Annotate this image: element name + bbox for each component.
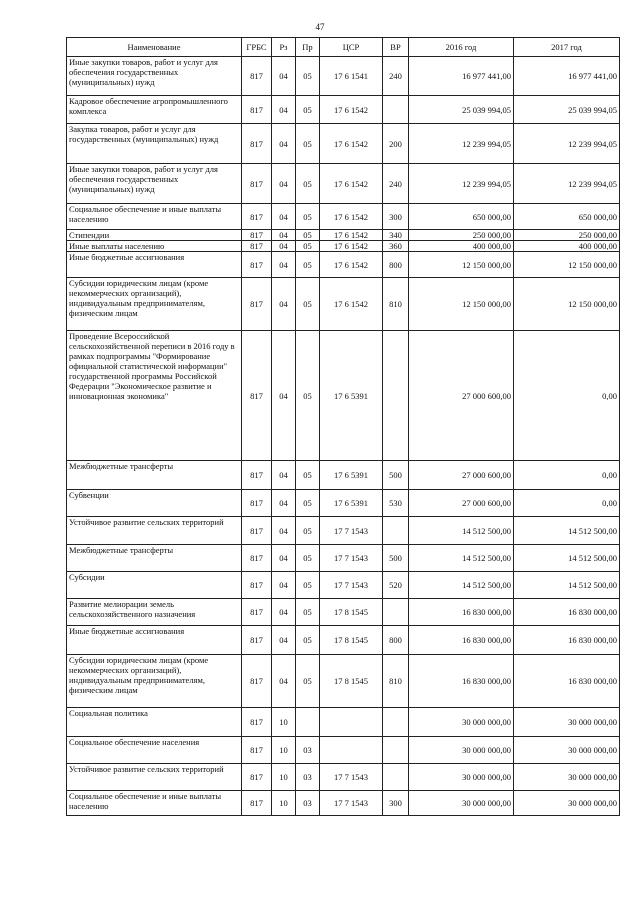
row-amount-2017: 14 512 500,00 — [514, 572, 620, 599]
row-amount-2017: 25 039 994,05 — [514, 96, 620, 124]
row-pr: 05 — [296, 278, 320, 331]
row-amount-2016: 650 000,00 — [409, 204, 514, 230]
row-vr: 300 — [383, 204, 409, 230]
row-amount-2017: 16 830 000,00 — [514, 626, 620, 655]
header-vr: ВР — [383, 38, 409, 57]
row-amount-2016: 12 239 994,05 — [409, 164, 514, 204]
row-rz: 04 — [272, 278, 296, 331]
row-vr — [383, 517, 409, 545]
row-amount-2017: 14 512 500,00 — [514, 545, 620, 572]
row-csr: 17 8 1545 — [320, 626, 383, 655]
row-name: Развитие мелиорации земель сельскохозяйственного назначения — [67, 599, 242, 626]
row-csr: 17 7 1543 — [320, 791, 383, 816]
row-grbs: 817 — [242, 331, 272, 461]
row-name: Устойчивое развитие сельских территорий — [67, 764, 242, 791]
table-row — [67, 791, 620, 816]
table-row — [67, 517, 620, 545]
row-pr: 03 — [296, 764, 320, 791]
row-vr — [383, 737, 409, 764]
row-amount-2017: 12 239 994,05 — [514, 164, 620, 204]
row-name: Иные бюджетные ассигнования — [67, 252, 242, 278]
table-row — [67, 230, 620, 241]
row-vr: 300 — [383, 791, 409, 816]
row-csr: 17 6 5391 — [320, 331, 383, 461]
row-amount-2016: 16 830 000,00 — [409, 655, 514, 708]
table-header-row — [67, 38, 620, 57]
row-grbs: 817 — [242, 96, 272, 124]
row-amount-2016: 27 000 600,00 — [409, 461, 514, 490]
row-name: Кадровое обеспечение агропромышленного комплекса — [67, 96, 242, 124]
row-amount-2016: 14 512 500,00 — [409, 545, 514, 572]
row-csr: 17 6 5391 — [320, 490, 383, 517]
row-amount-2016: 250 000,00 — [409, 230, 514, 241]
row-vr — [383, 96, 409, 124]
row-vr: 810 — [383, 278, 409, 331]
row-amount-2017: 650 000,00 — [514, 204, 620, 230]
row-csr: 17 7 1543 — [320, 545, 383, 572]
table-row — [67, 655, 620, 708]
row-pr: 05 — [296, 517, 320, 545]
row-amount-2017: 0,00 — [514, 461, 620, 490]
row-pr: 05 — [296, 599, 320, 626]
row-name: Устойчивое развитие сельских территорий — [67, 517, 242, 545]
row-csr: 17 6 1542 — [320, 96, 383, 124]
row-rz: 04 — [272, 655, 296, 708]
row-amount-2017: 0,00 — [514, 490, 620, 517]
row-amount-2017: 30 000 000,00 — [514, 764, 620, 791]
row-name: Социальная политика — [67, 708, 242, 737]
row-name: Межбюджетные трансферты — [67, 461, 242, 490]
row-amount-2017: 16 830 000,00 — [514, 655, 620, 708]
row-grbs: 817 — [242, 737, 272, 764]
row-rz: 10 — [272, 764, 296, 791]
header-grbs: ГРБС — [242, 38, 272, 57]
row-grbs: 817 — [242, 626, 272, 655]
row-grbs: 817 — [242, 572, 272, 599]
row-name: Стипендии — [67, 230, 242, 241]
row-grbs: 817 — [242, 517, 272, 545]
row-vr: 520 — [383, 572, 409, 599]
row-amount-2016: 16 830 000,00 — [409, 626, 514, 655]
row-amount-2016: 30 000 000,00 — [409, 764, 514, 791]
row-amount-2016: 14 512 500,00 — [409, 572, 514, 599]
table-row — [67, 764, 620, 791]
row-pr: 05 — [296, 461, 320, 490]
table-row — [67, 278, 620, 331]
row-csr: 17 8 1545 — [320, 599, 383, 626]
row-grbs: 817 — [242, 708, 272, 737]
row-rz: 04 — [272, 124, 296, 164]
row-vr — [383, 331, 409, 461]
row-amount-2017: 16 830 000,00 — [514, 599, 620, 626]
row-name: Закупка товаров, работ и услуг для государственных (муниципальных) нужд — [67, 124, 242, 164]
row-rz: 04 — [272, 164, 296, 204]
row-csr: 17 7 1543 — [320, 517, 383, 545]
row-grbs: 817 — [242, 57, 272, 96]
row-rz: 04 — [272, 461, 296, 490]
row-grbs: 817 — [242, 230, 272, 241]
row-grbs: 817 — [242, 461, 272, 490]
table-row — [67, 461, 620, 490]
header-name: Наименование — [67, 38, 242, 57]
row-amount-2017: 30 000 000,00 — [514, 708, 620, 737]
row-amount-2016: 25 039 994,05 — [409, 96, 514, 124]
row-grbs: 817 — [242, 655, 272, 708]
table-row — [67, 490, 620, 517]
row-rz: 04 — [272, 230, 296, 241]
row-amount-2016: 12 239 994,05 — [409, 124, 514, 164]
row-csr: 17 6 1542 — [320, 204, 383, 230]
header-2016: 2016 год — [409, 38, 514, 57]
row-rz: 10 — [272, 708, 296, 737]
row-amount-2017: 12 150 000,00 — [514, 252, 620, 278]
row-amount-2016: 12 150 000,00 — [409, 278, 514, 331]
row-amount-2016: 27 000 600,00 — [409, 331, 514, 461]
row-rz: 04 — [272, 252, 296, 278]
row-name: Иные бюджетные ассигнования — [67, 626, 242, 655]
row-rz: 04 — [272, 517, 296, 545]
row-pr: 05 — [296, 655, 320, 708]
row-csr: 17 7 1543 — [320, 572, 383, 599]
row-amount-2017: 30 000 000,00 — [514, 737, 620, 764]
row-name: Проведение Всероссийской сельскохозяйственной переписи в 2016 году в рамках подпрограммы "Формирование официальной статистической информации" государственной программы Российской Федерации "Экономическое развитие и инновационная экономика" — [67, 331, 242, 461]
row-grbs: 817 — [242, 241, 272, 252]
row-name: Субвенции — [67, 490, 242, 517]
row-csr: 17 6 1542 — [320, 252, 383, 278]
row-rz: 04 — [272, 241, 296, 252]
row-rz: 04 — [272, 626, 296, 655]
row-csr: 17 6 1542 — [320, 124, 383, 164]
row-rz: 04 — [272, 545, 296, 572]
row-vr: 240 — [383, 164, 409, 204]
row-name: Иные выплаты населению — [67, 241, 242, 252]
table-row — [67, 626, 620, 655]
row-amount-2017: 250 000,00 — [514, 230, 620, 241]
row-grbs: 817 — [242, 164, 272, 204]
table-row — [67, 124, 620, 164]
row-vr: 340 — [383, 230, 409, 241]
row-csr: 17 7 1543 — [320, 764, 383, 791]
row-amount-2017: 30 000 000,00 — [514, 791, 620, 816]
row-csr: 17 6 1542 — [320, 230, 383, 241]
table-row — [67, 252, 620, 278]
row-rz: 04 — [272, 96, 296, 124]
header-rz: Рз — [272, 38, 296, 57]
row-amount-2017: 12 239 994,05 — [514, 124, 620, 164]
row-csr — [320, 737, 383, 764]
row-rz: 04 — [272, 204, 296, 230]
row-amount-2017: 12 150 000,00 — [514, 278, 620, 331]
row-amount-2017: 16 977 441,00 — [514, 57, 620, 96]
row-csr: 17 6 1541 — [320, 57, 383, 96]
row-amount-2016: 14 512 500,00 — [409, 517, 514, 545]
row-pr: 05 — [296, 331, 320, 461]
row-pr: 05 — [296, 96, 320, 124]
table-row — [67, 599, 620, 626]
row-rz: 04 — [272, 572, 296, 599]
row-pr: 05 — [296, 124, 320, 164]
header-2017: 2017 год — [514, 38, 620, 57]
row-grbs: 817 — [242, 252, 272, 278]
row-vr — [383, 764, 409, 791]
row-grbs: 817 — [242, 278, 272, 331]
row-rz: 04 — [272, 57, 296, 96]
row-vr: 360 — [383, 241, 409, 252]
row-amount-2016: 30 000 000,00 — [409, 791, 514, 816]
row-vr — [383, 708, 409, 737]
row-amount-2016: 30 000 000,00 — [409, 737, 514, 764]
table-row — [67, 545, 620, 572]
row-pr: 05 — [296, 572, 320, 599]
row-name: Социальное обеспечение и иные выплаты населению — [67, 204, 242, 230]
row-grbs: 817 — [242, 490, 272, 517]
row-amount-2016: 16 977 441,00 — [409, 57, 514, 96]
row-amount-2016: 12 150 000,00 — [409, 252, 514, 278]
row-grbs: 817 — [242, 545, 272, 572]
row-name: Социальное обеспечение населения — [67, 737, 242, 764]
row-amount-2017: 0,00 — [514, 331, 620, 461]
row-csr: 17 6 5391 — [320, 461, 383, 490]
row-name: Иные закупки товаров, работ и услуг для обеспечения государственных (муниципальных) нужд — [67, 57, 242, 96]
table-body — [67, 57, 620, 816]
table-row — [67, 331, 620, 461]
row-pr: 05 — [296, 490, 320, 517]
row-grbs: 817 — [242, 124, 272, 164]
row-pr: 03 — [296, 791, 320, 816]
row-vr: 810 — [383, 655, 409, 708]
row-pr: 05 — [296, 57, 320, 96]
table-row — [67, 57, 620, 96]
row-csr: 17 6 1542 — [320, 164, 383, 204]
row-vr: 800 — [383, 626, 409, 655]
row-vr: 240 — [383, 57, 409, 96]
row-rz: 04 — [272, 490, 296, 517]
row-rz: 10 — [272, 791, 296, 816]
row-pr: 05 — [296, 164, 320, 204]
row-pr: 05 — [296, 204, 320, 230]
row-amount-2016: 16 830 000,00 — [409, 599, 514, 626]
row-csr — [320, 708, 383, 737]
row-name: Субсидии юридическим лицам (кроме некоммерческих организаций), индивидуальным предпринимателям, физическим лицам — [67, 278, 242, 331]
table-row — [67, 241, 620, 252]
row-pr: 05 — [296, 545, 320, 572]
row-name: Иные закупки товаров, работ и услуг для обеспечения государственных (муниципальных) нужд — [67, 164, 242, 204]
row-vr: 500 — [383, 461, 409, 490]
row-pr: 05 — [296, 252, 320, 278]
row-csr: 17 6 1542 — [320, 278, 383, 331]
row-grbs: 817 — [242, 791, 272, 816]
row-vr: 200 — [383, 124, 409, 164]
row-amount-2016: 400 000,00 — [409, 241, 514, 252]
header-csr: ЦСР — [320, 38, 383, 57]
row-name: Субсидии — [67, 572, 242, 599]
table-row — [67, 737, 620, 764]
page-number: 47 — [315, 22, 325, 32]
row-name: Социальное обеспечение и иные выплаты населению — [67, 791, 242, 816]
row-amount-2016: 27 000 600,00 — [409, 490, 514, 517]
row-rz: 04 — [272, 599, 296, 626]
row-amount-2017: 14 512 500,00 — [514, 517, 620, 545]
row-grbs: 817 — [242, 599, 272, 626]
row-grbs: 817 — [242, 764, 272, 791]
row-pr: 03 — [296, 737, 320, 764]
row-rz: 10 — [272, 737, 296, 764]
row-csr: 17 6 1542 — [320, 241, 383, 252]
row-vr: 800 — [383, 252, 409, 278]
row-csr: 17 8 1545 — [320, 655, 383, 708]
row-amount-2016: 30 000 000,00 — [409, 708, 514, 737]
table-row — [67, 164, 620, 204]
row-amount-2017: 400 000,00 — [514, 241, 620, 252]
row-pr: 05 — [296, 230, 320, 241]
row-grbs: 817 — [242, 204, 272, 230]
row-rz: 04 — [272, 331, 296, 461]
row-name: Субсидии юридическим лицам (кроме некоммерческих организаций), индивидуальным предпринимателям, физическим лицам — [67, 655, 242, 708]
table-row — [67, 204, 620, 230]
row-pr: 05 — [296, 241, 320, 252]
row-vr — [383, 599, 409, 626]
table-row — [67, 572, 620, 599]
row-vr: 530 — [383, 490, 409, 517]
row-vr: 500 — [383, 545, 409, 572]
table-row — [67, 708, 620, 737]
row-pr — [296, 708, 320, 737]
row-pr: 05 — [296, 626, 320, 655]
budget-table — [66, 37, 620, 816]
table-row — [67, 96, 620, 124]
header-pr: Пр — [296, 38, 320, 57]
row-name: Межбюджетные трансферты — [67, 545, 242, 572]
